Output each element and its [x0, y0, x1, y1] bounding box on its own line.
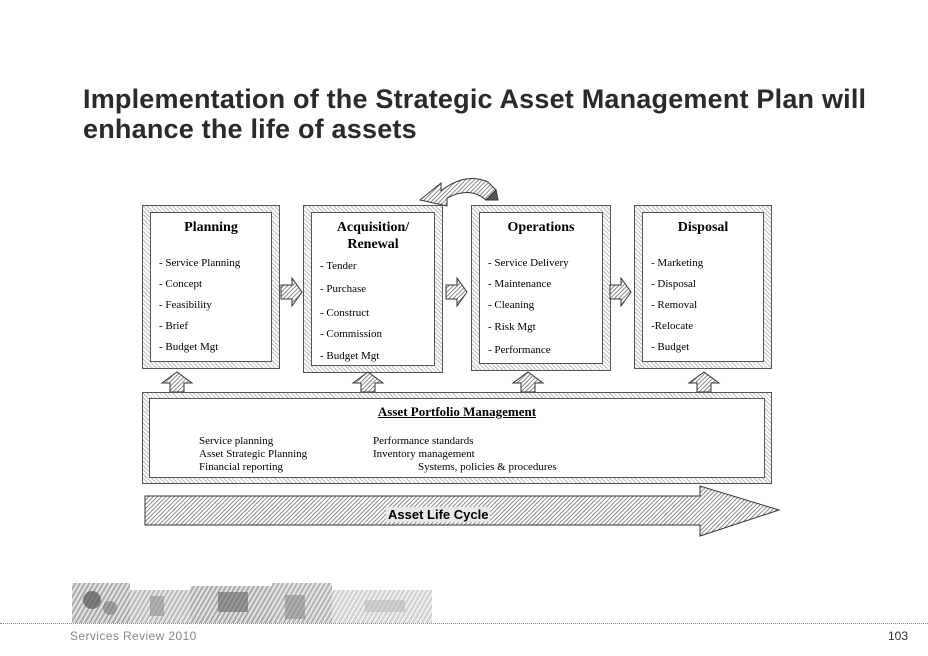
stage-item: -Relocate — [651, 320, 694, 332]
title-line-2: enhance the life of assets — [83, 114, 417, 144]
footer-text: Services Review 2010 — [70, 629, 197, 643]
title-line-1: Implementation of the Strategic Asset Management Plan will — [83, 84, 867, 114]
portfolio-item: Service planning — [199, 435, 274, 447]
stage-title-line-1: Disposal — [677, 220, 729, 235]
stage-title-line-1: Acquisition/ — [336, 220, 410, 235]
page-number: 103 — [888, 629, 909, 643]
stage-title-line-2: Renewal — [347, 237, 399, 252]
stage-item: - Disposal — [651, 278, 696, 290]
stage-item: - Service Delivery — [488, 257, 569, 269]
stage-item: - Construct — [320, 307, 370, 319]
stage-item: - Marketing — [651, 257, 704, 269]
portfolio-item: Financial reporting — [199, 461, 284, 473]
footer-divider — [0, 623, 928, 624]
stage-item: - Concept — [159, 278, 203, 290]
stage-item: - Budget Mgt — [320, 350, 380, 362]
stage-item: - Maintenance — [488, 278, 552, 290]
stage-item: - Risk Mgt — [488, 321, 536, 333]
stage-item: - Removal — [651, 299, 698, 311]
life-cycle-label: Asset Life Cycle — [388, 507, 489, 522]
stage-title-line-1: Planning — [184, 220, 238, 235]
stage-item: - Brief — [159, 320, 189, 332]
stage-item: - Budget Mgt — [159, 341, 219, 353]
stage-item: - Service Planning — [159, 257, 241, 269]
portfolio-title: Asset Portfolio Management — [377, 404, 537, 419]
stage-item: - Cleaning — [488, 299, 535, 311]
portfolio-item: Systems, policies & procedures — [418, 461, 557, 473]
portfolio-item: Performance standards — [373, 435, 474, 447]
stage-title-line-1: Operations — [507, 220, 575, 235]
stage-item: - Performance — [488, 344, 551, 356]
stage-item: - Purchase — [320, 283, 367, 295]
stage-item: - Feasibility — [159, 299, 212, 311]
stage-item: - Tender — [320, 260, 357, 272]
stage-item: - Budget — [651, 341, 690, 353]
portfolio-item: Inventory management — [373, 448, 475, 460]
stage-item: - Commission — [320, 328, 383, 340]
portfolio-item: Asset Strategic Planning — [199, 448, 308, 460]
